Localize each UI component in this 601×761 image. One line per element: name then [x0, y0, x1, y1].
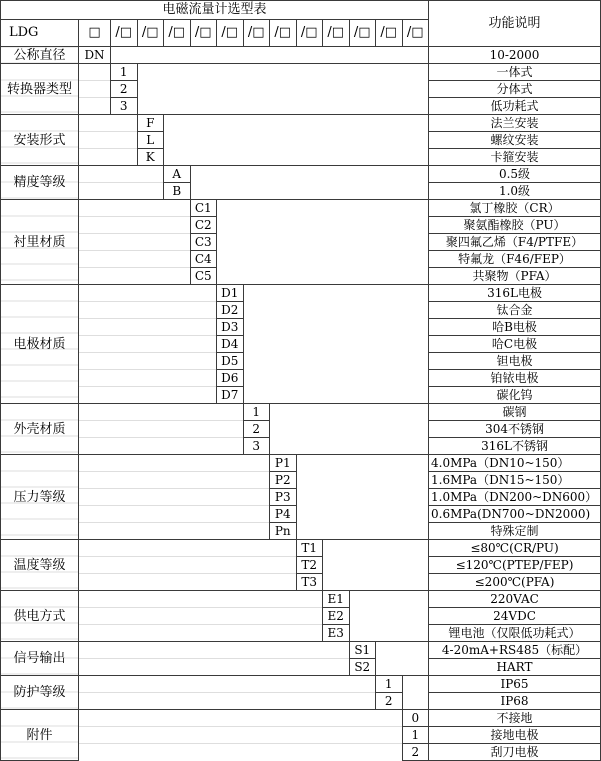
code-cell-lining-material-C3: C3: [190, 234, 217, 251]
desc-cell-temperature-rating-T1: ≤80℃(CR/PU): [429, 540, 601, 557]
desc-cell-pressure-rating-P3: 1.0MPa（DN200~DN600）: [429, 489, 601, 506]
table-row: [1, 625, 601, 642]
desc-cell-accessories-2: 刮刀电极: [429, 744, 601, 761]
desc-cell-pressure-rating-Pn: 特殊定制: [429, 523, 601, 540]
filler-left-lining-material: [79, 268, 191, 285]
model-code-slot: /□: [296, 20, 323, 47]
filler-left-electrode-material: [79, 319, 217, 336]
code-cell-pressure-rating-Pn: Pn: [270, 523, 297, 540]
code-cell-temperature-rating-T1: T1: [296, 540, 323, 557]
code-cell-electrode-material-D2: D2: [217, 302, 244, 319]
table-row: [1, 455, 601, 472]
filler-left-pressure-rating: [79, 523, 270, 540]
filler-left-temperature-rating: [79, 574, 297, 591]
desc-cell-lining-material-C1: 氯丁橡胶（CR）: [429, 200, 601, 217]
desc-cell-power-supply-E2: 24VDC: [429, 608, 601, 625]
filler-left-installation-type: [79, 132, 138, 149]
table-row: [1, 404, 601, 421]
desc-cell-lining-material-C2: 聚氨酯橡胶（PU）: [429, 217, 601, 234]
model-code-slot: /□: [323, 20, 350, 47]
code-cell-converter-type-1: 1: [111, 64, 138, 81]
table-row: [1, 676, 601, 693]
filler-right-power-supply: [349, 591, 429, 642]
code-cell-accessories-0: 0: [402, 710, 429, 727]
code-cell-converter-type-3: 3: [111, 98, 138, 115]
filler-left-electrode-material: [79, 370, 217, 387]
table-row: [1, 540, 601, 557]
section-label-lining-material: 衬里材质: [1, 200, 79, 285]
desc-cell-temperature-rating-T2: ≤120℃(PTEP/FEP): [429, 557, 601, 574]
code-cell-pressure-rating-P2: P2: [270, 472, 297, 489]
code-cell-temperature-rating-T2: T2: [296, 557, 323, 574]
filler-left-electrode-material: [79, 285, 217, 302]
function-description-header: 功能说明: [429, 1, 601, 47]
desc-cell-protection-rating-2: IP68: [429, 693, 601, 710]
filler-right-signal-output: [376, 642, 429, 676]
code-cell-lining-material-C4: C4: [190, 251, 217, 268]
code-cell-power-supply-E2: E2: [323, 608, 350, 625]
filler-right-installation-type: [164, 115, 429, 166]
filler-left-accuracy-class: [79, 166, 164, 183]
code-cell-protection-rating-1: 1: [376, 676, 403, 693]
table-row: [1, 285, 601, 302]
table-row: [1, 64, 601, 81]
model-prefix: LDG: [1, 20, 79, 47]
desc-cell-temperature-rating-T3: ≤200℃(PFA): [429, 574, 601, 591]
desc-cell-power-supply-E1: 220VAC: [429, 591, 601, 608]
filler-left-lining-material: [79, 251, 191, 268]
section-label-protection-rating: 防护等级: [1, 676, 79, 710]
desc-cell-electrode-material-D1: 316L电极: [429, 285, 601, 302]
table-row: [1, 693, 601, 710]
model-code-slot: /□: [217, 20, 244, 47]
table-row: [1, 642, 601, 659]
section-label-temperature-rating: 温度等级: [1, 540, 79, 591]
code-cell-power-supply-E3: E3: [323, 625, 350, 642]
filler-left-power-supply: [79, 591, 323, 608]
code-cell-lining-material-C1: C1: [190, 200, 217, 217]
section-label-power-supply: 供电方式: [1, 591, 79, 642]
desc-cell-electrode-material-D5: 钽电极: [429, 353, 601, 370]
code-cell-electrode-material-D1: D1: [217, 285, 244, 302]
code-cell-signal-output-S1: S1: [349, 642, 376, 659]
code-cell-housing-material-2: 2: [243, 421, 270, 438]
desc-cell-signal-output-S2: HART: [429, 659, 601, 676]
filler-left-converter-type: [79, 98, 111, 115]
section-label-nominal-diameter: 公称直径: [1, 47, 79, 64]
table-row: [1, 200, 601, 217]
desc-cell-housing-material-2: 304不锈钢: [429, 421, 601, 438]
desc-cell-converter-type-2: 分体式: [429, 81, 601, 98]
desc-cell-power-supply-E3: 锂电池（仅限低功耗式）: [429, 625, 601, 642]
filler-left-pressure-rating: [79, 506, 270, 523]
model-code-slot: /□: [111, 20, 138, 47]
section-label-accuracy-class: 精度等级: [1, 166, 79, 200]
model-code-slot: /□: [402, 20, 429, 47]
filler-left-pressure-rating: [79, 489, 270, 506]
code-cell-lining-material-C5: C5: [190, 268, 217, 285]
code-cell-electrode-material-D6: D6: [217, 370, 244, 387]
code-cell-temperature-rating-T3: T3: [296, 574, 323, 591]
code-cell-electrode-material-D5: D5: [217, 353, 244, 370]
code-cell-accessories-2: 2: [402, 744, 429, 761]
code-cell-pressure-rating-P1: P1: [270, 455, 297, 472]
filler-left-housing-material: [79, 421, 244, 438]
code-cell-power-supply-E1: E1: [323, 591, 350, 608]
filler-left-power-supply: [79, 625, 323, 642]
filler-right-accuracy-class: [190, 166, 429, 200]
table-row: [1, 557, 601, 574]
desc-cell-accuracy-class-B: 1.0级: [429, 183, 601, 200]
table-title: 电磁流量计选型表: [1, 1, 429, 20]
table-row: [1, 574, 601, 591]
filler-right-temperature-rating: [323, 540, 429, 591]
filler-left-temperature-rating: [79, 540, 297, 557]
code-cell-installation-type-K: K: [137, 149, 164, 166]
desc-cell-electrode-material-D6: 铂铱电极: [429, 370, 601, 387]
filler-left-accuracy-class: [79, 183, 164, 200]
filler-left-converter-type: [79, 81, 111, 98]
model-code-slot: /□: [349, 20, 376, 47]
filler-right-electrode-material: [243, 285, 429, 404]
model-code-slot: /□: [164, 20, 191, 47]
filler-left-protection-rating: [79, 676, 376, 693]
desc-cell-signal-output-S1: 4-20mA+RS485（标配）: [429, 642, 601, 659]
code-cell-electrode-material-D3: D3: [217, 319, 244, 336]
table-row: [1, 744, 601, 761]
desc-cell-lining-material-C4: 特氟龙（F46/FEP）: [429, 251, 601, 268]
table-row: [1, 727, 601, 744]
filler-left-installation-type: [79, 149, 138, 166]
section-label-housing-material: 外壳材质: [1, 404, 79, 455]
code-cell-accessories-1: 1: [402, 727, 429, 744]
code-cell-accuracy-class-A: A: [164, 166, 191, 183]
code-cell-lining-material-C2: C2: [190, 217, 217, 234]
section-label-electrode-material: 电极材质: [1, 285, 79, 404]
desc-cell-housing-material-1: 碳钢: [429, 404, 601, 421]
filler-left-signal-output: [79, 642, 350, 659]
desc-cell-accessories-1: 接地电极: [429, 727, 601, 744]
filler-left-temperature-rating: [79, 557, 297, 574]
code-cell-accuracy-class-B: B: [164, 183, 191, 200]
desc-cell-converter-type-3: 低功耗式: [429, 98, 601, 115]
filler-left-electrode-material: [79, 387, 217, 404]
code-cell-protection-rating-2: 2: [376, 693, 403, 710]
section-label-accessories: 附件: [1, 710, 79, 761]
table-row: [1, 166, 601, 183]
desc-cell-lining-material-C5: 共聚物（PFA）: [429, 268, 601, 285]
code-cell-pressure-rating-P3: P3: [270, 489, 297, 506]
model-code-box: □: [79, 20, 111, 47]
table-row: [1, 115, 601, 132]
section-label-signal-output: 信号输出: [1, 642, 79, 676]
code-cell-installation-type-L: L: [137, 132, 164, 149]
model-code-slot: /□: [190, 20, 217, 47]
desc-cell-installation-type-L: 螺纹安装: [429, 132, 601, 149]
filler-left-power-supply: [79, 608, 323, 625]
section-label-pressure-rating: 压力等级: [1, 455, 79, 540]
filler-left-lining-material: [79, 200, 191, 217]
desc-cell-accessories-0: 不接地: [429, 710, 601, 727]
code-cell-signal-output-S2: S2: [349, 659, 376, 676]
code-cell-nominal-diameter-DN: DN: [79, 47, 111, 64]
filler-left-accessories: [79, 710, 403, 727]
desc-cell-installation-type-K: 卡箍安装: [429, 149, 601, 166]
desc-cell-lining-material-C3: 聚四氟乙烯（F4/PTFE）: [429, 234, 601, 251]
desc-cell-accuracy-class-A: 0.5级: [429, 166, 601, 183]
code-cell-housing-material-3: 3: [243, 438, 270, 455]
filler-left-accessories: [79, 727, 403, 744]
desc-cell-protection-rating-1: IP65: [429, 676, 601, 693]
desc-cell-housing-material-3: 316L不锈钢: [429, 438, 601, 455]
filler-left-converter-type: [79, 64, 111, 81]
model-code-slot: /□: [376, 20, 403, 47]
filler-left-housing-material: [79, 438, 244, 455]
filler-left-signal-output: [79, 659, 350, 676]
code-cell-converter-type-2: 2: [111, 81, 138, 98]
filler-right-lining-material: [217, 200, 429, 285]
desc-cell-pressure-rating-P4: 0.6MPa(DN700~DN2000): [429, 506, 601, 523]
table-row: [1, 47, 601, 64]
filler-left-electrode-material: [79, 336, 217, 353]
desc-cell-electrode-material-D2: 钛合金: [429, 302, 601, 319]
filler-left-pressure-rating: [79, 472, 270, 489]
filler-left-lining-material: [79, 217, 191, 234]
code-cell-electrode-material-D7: D7: [217, 387, 244, 404]
filler-left-electrode-material: [79, 353, 217, 370]
filler-right-nominal-diameter: [111, 47, 429, 64]
desc-cell-pressure-rating-P2: 1.6MPa（DN15~150）: [429, 472, 601, 489]
filler-right-converter-type: [137, 64, 429, 115]
filler-left-electrode-material: [79, 302, 217, 319]
table-row: [1, 659, 601, 676]
section-label-installation-type: 安装形式: [1, 115, 79, 166]
model-code-slot: /□: [270, 20, 297, 47]
code-cell-installation-type-F: F: [137, 115, 164, 132]
desc-cell-installation-type-F: 法兰安装: [429, 115, 601, 132]
desc-cell-converter-type-1: 一体式: [429, 64, 601, 81]
desc-cell-pressure-rating-P1: 4.0MPa（DN10~150）: [429, 455, 601, 472]
filler-right-protection-rating: [402, 676, 429, 710]
filler-left-housing-material: [79, 404, 244, 421]
section-label-converter-type: 转换器类型: [1, 64, 79, 115]
filler-right-housing-material: [270, 404, 429, 455]
table-row: [1, 608, 601, 625]
model-code-slot: /□: [137, 20, 164, 47]
code-cell-pressure-rating-P4: P4: [270, 506, 297, 523]
code-cell-housing-material-1: 1: [243, 404, 270, 421]
table-row: [1, 591, 601, 608]
desc-cell-nominal-diameter-DN: 10-2000: [429, 47, 601, 64]
filler-left-installation-type: [79, 115, 138, 132]
table-row: [1, 710, 601, 727]
filler-left-pressure-rating: [79, 455, 270, 472]
model-code-slot: /□: [243, 20, 270, 47]
code-cell-electrode-material-D4: D4: [217, 336, 244, 353]
filler-left-accessories: [79, 744, 403, 761]
filler-right-pressure-rating: [296, 455, 429, 540]
desc-cell-electrode-material-D7: 碳化钨: [429, 387, 601, 404]
desc-cell-electrode-material-D3: 哈B电极: [429, 319, 601, 336]
filler-left-lining-material: [79, 234, 191, 251]
filler-left-protection-rating: [79, 693, 376, 710]
desc-cell-electrode-material-D4: 哈C电极: [429, 336, 601, 353]
